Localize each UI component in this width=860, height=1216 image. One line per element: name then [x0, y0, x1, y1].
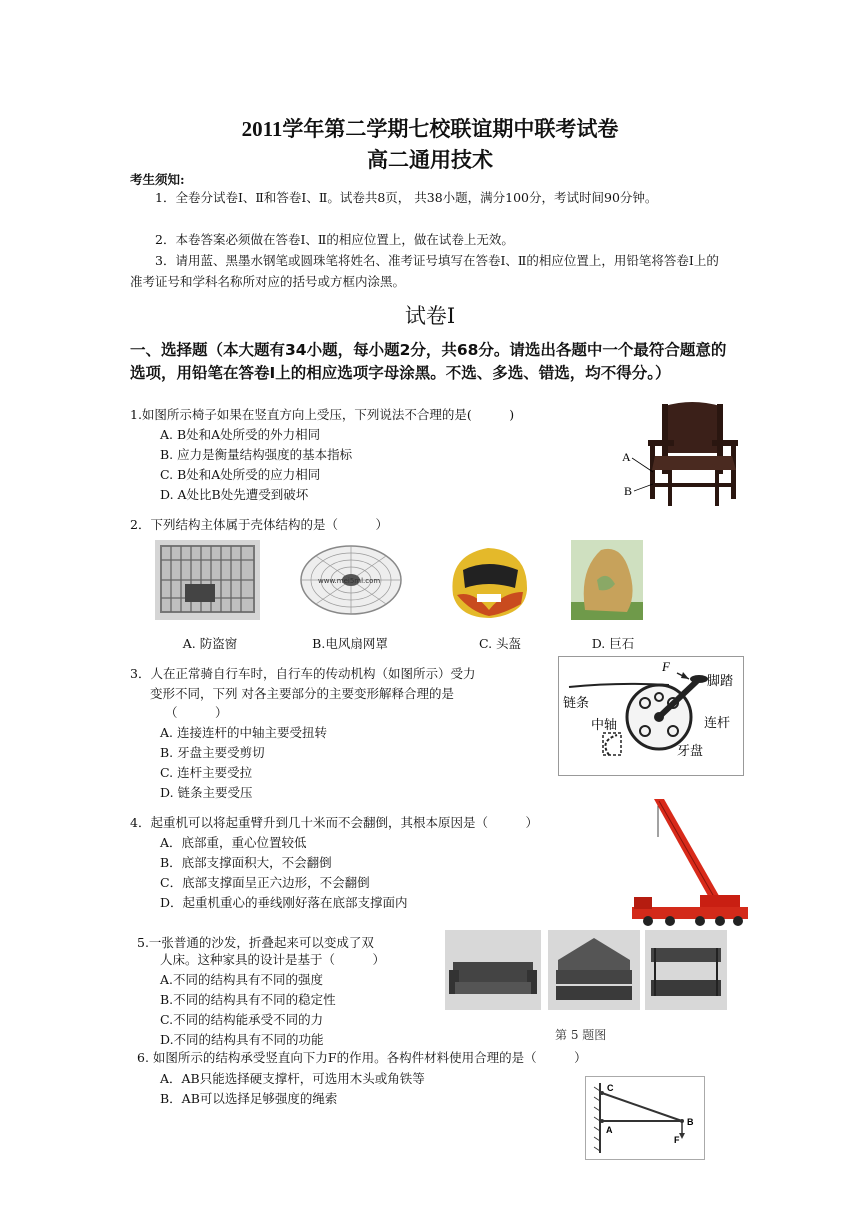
question-4-option-b: B．底部支撑面积大，不会翻倒 — [160, 855, 332, 870]
fan-watermark: www.mei5ml.com — [318, 577, 381, 585]
q2-caption-b: B.电风扇网罩 — [312, 636, 388, 651]
question-5-stem-line1: 5.一张普通的沙发，折叠起来可以变成了双 — [137, 935, 374, 950]
section-heading: 一、选择题（本大题有34小题，每小题2分，共68分。请选出各题中一个最符合题意的选项，用铅笔在答卷Ⅰ上的相应选项字母涂黑。不选、多选、错选，均不得分。） — [130, 341, 727, 382]
truss-label-a: A — [606, 1125, 613, 1135]
exam-title: 2011学年第二学期七校联谊期中联考试卷 — [241, 117, 619, 141]
boulder-image — [571, 540, 643, 620]
question-5-option-b: B.不同的结构具有不同的稳定性 — [160, 992, 336, 1007]
question-6-option-a: A．AB只能选择硬支撑杆，可选用木头或角铁等 — [160, 1071, 425, 1086]
chair-image — [620, 398, 755, 508]
question-2-stem: 2．下列结构主体属于壳体结构的是（ ） — [130, 517, 388, 532]
chair-label-a: A — [622, 450, 631, 464]
question-1-option-b: B. 应力是衡量结构强度的基本指标 — [160, 447, 353, 462]
notice-item-1: 1．全卷分试卷Ⅰ、Ⅱ和答卷Ⅰ、Ⅱ。试卷共8页， 共38小题，满分100分，考试时间90分钟。 — [155, 190, 658, 205]
paper-title: 试卷Ⅰ — [404, 304, 456, 328]
question-1-stem: 1.如图所示椅子如果在竖直方向上受压，下列说法不合理的是( ) — [130, 407, 515, 422]
bunk-bed-image — [645, 930, 727, 1010]
q2-caption-a: A. 防盗窗 — [182, 636, 238, 651]
question-5-option-a: A.不同的结构具有不同的强度 — [160, 972, 324, 987]
truss-diagram — [585, 1076, 705, 1160]
bicycle-drive-diagram — [558, 656, 744, 776]
notice-item-2: 2．本卷答案必须做在答卷Ⅰ、Ⅱ的相应位置上，做在试卷上无效。 — [155, 232, 514, 247]
truss-label-f: F — [674, 1135, 680, 1145]
question-4-option-c: C．底部支撑面呈正六边形，不会翻倒 — [160, 875, 370, 890]
q2-caption-c: C. 头盔 — [478, 636, 522, 651]
q5-figure-caption: 第 5 题图 — [555, 1028, 607, 1042]
fan-guard-image — [298, 540, 405, 620]
question-4-stem: 4．起重机可以将起重臂升到几十米而不会翻倒，其根本原因是（ ） — [130, 815, 538, 830]
question-1-option-c: C. B处和A处所受的应力相同 — [160, 467, 321, 482]
question-3-stem-line2: 变形不同，下列 对各主要部分的主要变形解释合理的是 — [150, 686, 454, 701]
question-4-option-a: A．底部重，重心位置较低 — [160, 835, 307, 850]
question-5-option-d: D.不同的结构具有不同的功能 — [160, 1032, 324, 1047]
label-pedal: 脚踏 — [707, 674, 734, 689]
truss-label-b: B — [687, 1117, 694, 1127]
label-axle: 中轴 — [591, 718, 618, 733]
q2-caption-d: D. 巨石 — [591, 636, 635, 651]
notice-item-3: 3．请用蓝、黑墨水钢笔或圆珠笔将姓名、准考证号填写在答卷Ⅰ、Ⅱ的相应位置上，用铅笔将答卷Ⅰ上的准考证号和学科名称所对应的括号或方框内涂黑。 — [130, 253, 719, 289]
question-4-option-d: D．起重机重心的垂线刚好落在底部支撑面内 — [160, 895, 408, 910]
question-5-stem-line2: 人床。这种家具的设计是基于（ ） — [160, 952, 386, 967]
question-3-option-b: B. 牙盘主要受剪切 — [160, 745, 265, 760]
notice-heading: 考生须知: — [130, 172, 185, 187]
question-3-option-a: A. 连接连杆的中轴主要受扭转 — [160, 725, 327, 740]
sofa-folding-image — [548, 930, 640, 1010]
question-5-option-c: C.不同的结构能承受不同的力 — [160, 1012, 324, 1027]
chair-label-b: B — [624, 484, 633, 498]
question-1-option-d: D. A处比B处先遭受到破坏 — [160, 487, 309, 502]
question-3-stem-line3: （ ） — [165, 705, 228, 720]
helmet-image — [443, 540, 535, 625]
truss-label-c: C — [607, 1083, 614, 1093]
label-crank: 连杆 — [704, 716, 731, 731]
question-3-stem-line1: 3．人在正常骑自行车时，自行车的传动机构（如图所示）受力 — [130, 666, 476, 681]
crane-image — [630, 797, 748, 929]
question-3-option-d: D. 链条主要受压 — [160, 785, 253, 800]
label-f: F — [662, 659, 670, 674]
question-6-stem: 6. 如图所示的结构承受竖直向下力F的作用。各构件材料使用合理的是（ ） — [137, 1050, 587, 1065]
question-3-option-c: C. 连杆主要受拉 — [160, 765, 253, 780]
question-6-option-b: B．AB可以选择足够强度的绳索 — [160, 1091, 338, 1106]
sofa-image — [445, 930, 541, 1010]
question-1-option-a: A. B处和A处所受的外力相同 — [160, 427, 321, 442]
label-chain: 链条 — [563, 696, 590, 711]
window-guard-image — [155, 540, 260, 620]
exam-subtitle: 高二通用技术 — [367, 148, 493, 172]
label-chainring: 牙盘 — [677, 744, 704, 759]
